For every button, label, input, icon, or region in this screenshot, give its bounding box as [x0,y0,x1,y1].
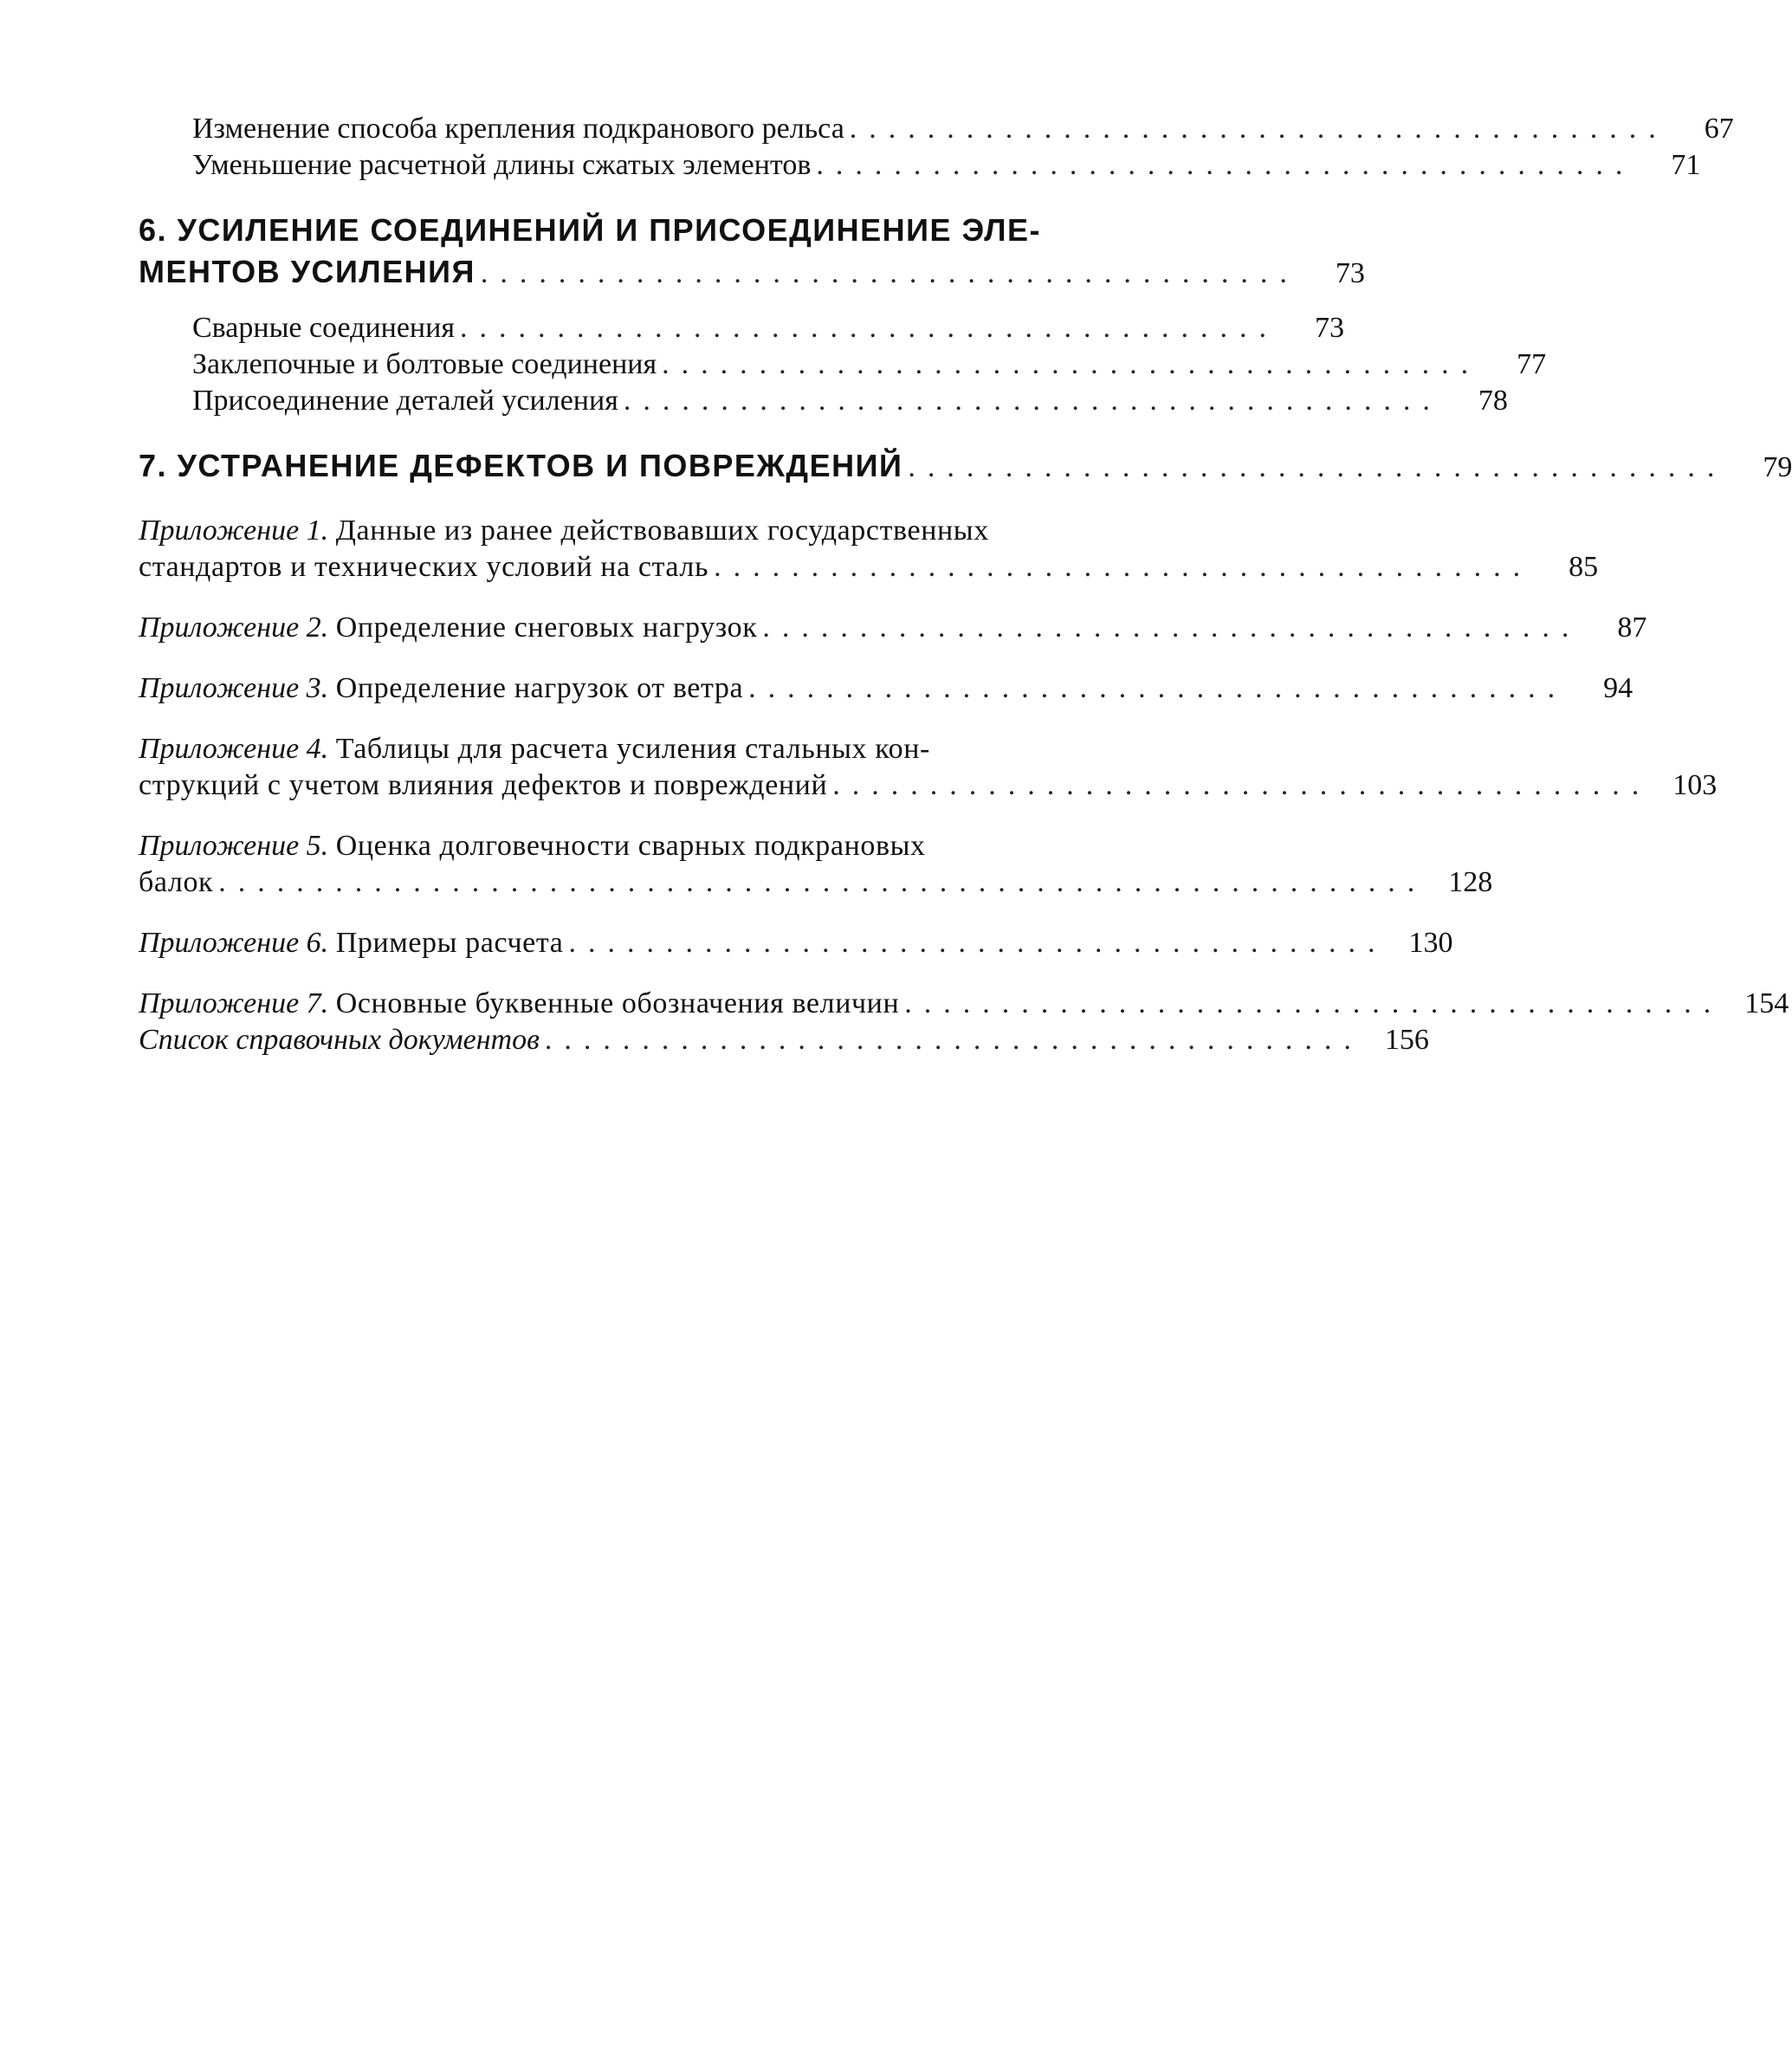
toc-page-number: 128 [1448,866,1493,898]
toc-page-number: 78 [1478,385,1508,417]
dot-leader: .......................................... [544,1024,1363,1056]
appendix-label: Приложение 5. [139,830,329,862]
dot-leader: .......................................... [908,451,1727,483]
toc-page-number: 79 [1763,451,1792,483]
toc-appendix-2 [139,610,1647,646]
toc-entry-title: Уменьшение расчетной длины сжатых элементов [192,149,812,181]
toc-section-title-line2: МЕНТОВ УСИЛЕНИЯ [139,254,475,289]
toc-section-7 [139,445,1792,489]
dot-leader: .......................................... [459,312,1278,344]
toc-entry-title: Заклепочные и болтовые соединения [192,348,657,380]
toc-entry-rail-fastening [139,111,1734,147]
toc-page-number: 87 [1617,612,1647,644]
dot-leader: .......................................... [748,672,1568,704]
appendix-title-line2: стандартов и технических условий на сталь [139,551,709,583]
toc-page-number: 71 [1671,149,1701,181]
toc-page-number: 73 [1335,257,1365,289]
toc-section-title-line1: 6. УСИЛЕНИЕ СОЕДИНЕНИЙ И ПРИСОЕДИНЕНИЕ ЭЛЕ- [139,212,1042,248]
table-of-contents [139,111,1792,1058]
toc-appendix-4 [139,731,1718,804]
dot-leader: .......................................... [832,769,1652,801]
appendix-title: Основные буквенные обозначения величин [335,987,900,1019]
toc-entry-title: Присоединение деталей усиления [192,385,618,417]
appendix-title: Определение нагрузок от ветра [335,672,744,704]
appendix-label: Приложение 6. [139,927,329,959]
toc-entry-design-length [139,147,1701,184]
appendix-label: Приложение 1. [139,514,329,547]
appendix-title-line1: Оценка долговечности сварных подкрановых [335,830,926,862]
dot-leader: .......................................... [904,987,1724,1019]
dot-leader: .......................................... [480,257,1299,289]
toc-appendix-7 [139,986,1789,1022]
toc-page-number: 94 [1603,672,1634,704]
appendix-title-line1: Таблицы для расчета усиления стальных кон- [335,733,930,765]
toc-page-number: 67 [1704,113,1734,145]
toc-section-6 [139,210,1365,294]
toc-page-number: 77 [1517,348,1547,380]
dot-leader: .......................................... [714,551,1533,583]
toc-entry-title: Изменение способа крепления подкранового рельса [192,113,844,145]
toc-entry-attachment [139,383,1508,419]
appendix-label: Приложение 7. [139,987,329,1019]
toc-page-number: 85 [1569,551,1599,583]
toc-appendix-3 [139,670,1634,707]
toc-entry-riveted [139,346,1547,383]
toc-appendix-1 [139,513,1599,586]
appendix-title-line1: Данные из ранее действовавших государственных [335,514,989,547]
toc-page-number: 156 [1384,1024,1429,1056]
references-title: Список справочных документов [139,1024,540,1056]
toc-page-number: 130 [1408,927,1453,959]
toc-appendix-5 [139,828,1493,901]
toc-page-number: 73 [1314,312,1344,344]
appendix-title: Определение снеговых нагрузок [335,612,758,644]
toc-appendix-6 [139,925,1453,961]
dot-leader: .......................................... [762,612,1582,644]
toc-references [139,1022,1429,1058]
dot-leader: .......................................... [816,149,1635,181]
toc-section-title: 7. УСТРАНЕНИЕ ДЕФЕКТОВ И ПОВРЕЖДЕНИЙ [139,448,903,483]
appendix-title-line2: струкций с учетом влияния дефектов и повреждений [139,769,828,801]
dot-leader: .......................................... [849,113,1668,145]
appendix-title-line2: балок [139,866,214,898]
appendix-label: Приложение 2. [139,612,329,644]
toc-page-number: 103 [1672,769,1718,801]
dot-leader: .......................................... [662,348,1481,380]
toc-page-number: 154 [1744,987,1789,1019]
appendix-label: Приложение 3. [139,672,329,704]
toc-entry-welded [139,310,1344,346]
dot-leader: .......................................... [623,385,1442,417]
dot-leader: .......................................... [568,927,1388,959]
appendix-title: Примеры расчета [335,927,564,959]
appendix-label: Приложение 4. [139,733,329,765]
dot-leader: .............................................................. [218,866,1427,898]
toc-entry-title: Сварные соединения [192,312,455,344]
